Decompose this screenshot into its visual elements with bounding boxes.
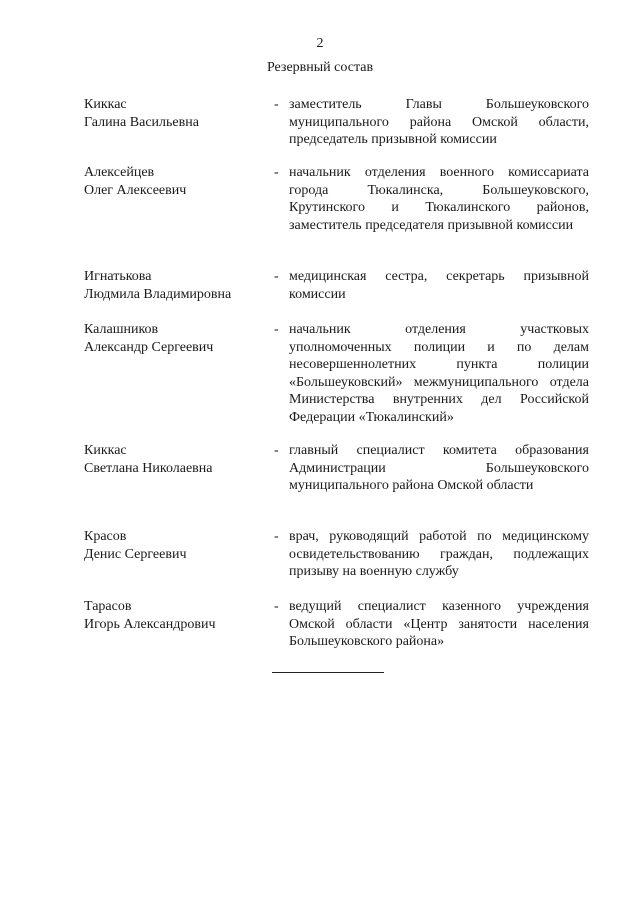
member-role: медицинская сестра, секретарь призывной комиссии xyxy=(289,269,589,302)
dash-separator: - xyxy=(274,322,279,337)
member-role: ведущий специалист казенного учреждения Омской области «Центр занятости населения Большеуковского района» xyxy=(289,599,589,649)
member-last-name: Тарасов xyxy=(84,599,132,614)
member-name xyxy=(84,528,264,563)
member-first-names: Олег Алексеевич xyxy=(84,182,187,198)
member-first-names: Галина Васильевна xyxy=(84,114,199,130)
dash-separator: - xyxy=(274,599,279,614)
member-first-names: Денис Сергеевич xyxy=(84,546,187,562)
member-name xyxy=(84,96,264,131)
member-first-names: Игорь Александрович xyxy=(84,616,216,632)
member-last-name: Киккас xyxy=(84,97,127,112)
member-role: начальник отделения военного комиссариата города Тюкалинска, Большеуковского, Крутинского и Тюкалинского районов, заместитель председателя призывной комиссии xyxy=(289,165,589,233)
member-last-name: Игнатькова xyxy=(84,269,152,284)
member-last-name: Калашников xyxy=(84,322,159,337)
member-first-names: Светлана Николаевна xyxy=(84,460,213,476)
member-role: главный специалист комитета образования Администрации Большеуковского муниципального района Омской области xyxy=(289,443,589,493)
member-first-names: Александр Сергеевич xyxy=(84,339,214,355)
dash-separator: - xyxy=(274,269,279,284)
end-divider-line xyxy=(272,672,384,673)
dash-separator: - xyxy=(274,443,279,458)
member-name xyxy=(84,268,264,303)
member-last-name: Киккас xyxy=(84,443,127,458)
member-role: врач, руководящий работой по медицинскому освидетельствованию граждан, подлежащих призыву на военную службу xyxy=(289,529,589,579)
member-role: заместитель Главы Большеуковского муниципального района Омской области, председатель призывной комиссии xyxy=(289,97,589,147)
member-name xyxy=(84,598,264,633)
dash-separator: - xyxy=(274,165,279,180)
dash-separator: - xyxy=(274,97,279,112)
dash-separator: - xyxy=(274,529,279,544)
member-last-name: Алексейцев xyxy=(84,165,155,180)
member-first-names: Людмила Владимировна xyxy=(84,286,232,302)
member-last-name: Красов xyxy=(84,529,127,544)
member-name xyxy=(84,321,264,356)
section-title: Резервный состав xyxy=(266,60,374,75)
member-role: начальник отделения участковых уполномоченных полиции и по делам несовершеннолетних пункта полиции «Большеуковский» межмуниципального отдела Министерства внутренних дел Российской Федерации «Тюкалинский» xyxy=(289,322,589,425)
member-name xyxy=(84,164,264,199)
member-name xyxy=(84,442,264,477)
page-number: 2 xyxy=(316,36,324,51)
